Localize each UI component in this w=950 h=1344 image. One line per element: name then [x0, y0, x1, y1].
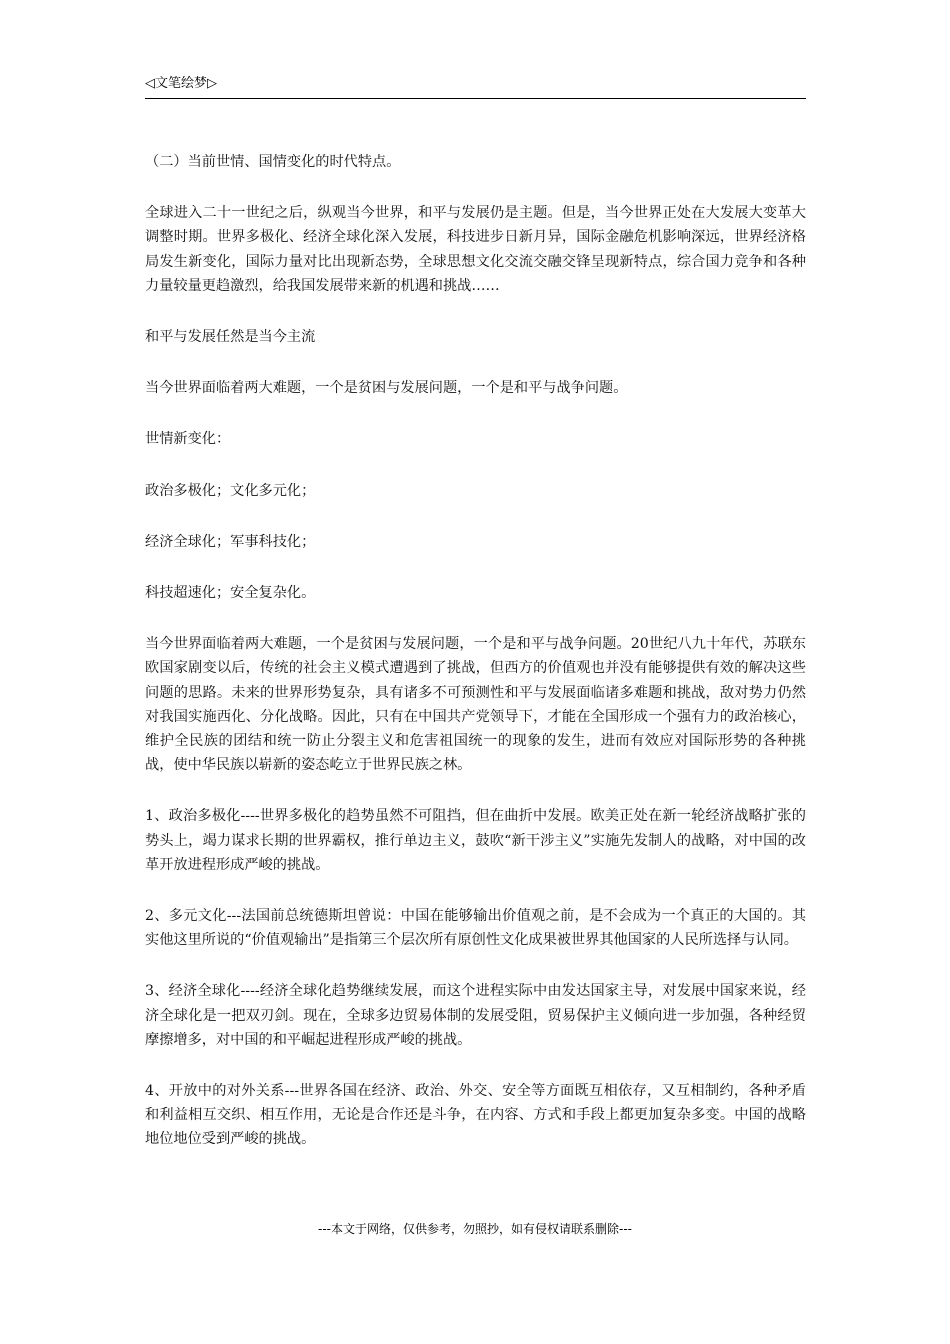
paragraph: 全球进入二十一世纪之后，纵观当今世界，和平与发展仍是主题。但是，当今世界正处在大发展大变革大调整时期。世界多极化、经济全球化深入发展，科技进步日新月异，国际金融危机影响深远，世界经济格局发生新变化，国际力量对比出现新态势，全球思想文化交流交融交锋呈现新特点，综合国力竞争和各种力量较量更趋激烈，给我国发展带来新的机遇和挑战……	[145, 205, 806, 294]
section-heading: （二）当前世情、国情变化的时代特点。	[145, 154, 401, 170]
paragraph: 科技超速化；安全复杂化。	[145, 585, 316, 602]
paragraph: 世情新变化：	[145, 431, 231, 448]
paragraph: 4、开放中的对外关系---世界各国在经济、政治、外交、安全等方面既互相依存，又互相制约，各种矛盾和利益相互交织、相互作用，无论是合作还是斗争，在内容、方式和手段上都更加复杂多变。中国的战略地位地位受到严峻的挑战。	[145, 1083, 806, 1148]
paragraph: 3、经济全球化----经济全球化趋势继续发展，而这个进程实际中由发达国家主导，对发展中国家来说，经济全球化是一把双刃剑。现在，全球多边贸易体制的发展受阻，贸易保护主义倾向进一步加强，各种经贸摩擦增多，对中国的和平崛起进程形成严峻的挑战。	[145, 983, 806, 1048]
paragraph: 2、多元文化---法国前总统德斯坦曾说：中国在能够输出价值观之前，是不会成为一个真正的大国的。其实他这里所说的“价值观输出”是指第三个层次所有原创性文化成果被世界其他国家的人民所选择与认同。	[145, 908, 806, 949]
paragraph: 当今世界面临着两大难题，一个是贫困与发展问题，一个是和平与战争问题。20世纪八九十年代，苏联东欧国家剧变以后，传统的社会主义模式遭遇到了挑战，但西方的价值观也并没有能够提供有效的解决这些问题的思路。未来的世界形势复杂，具有诸多不可预测性和平与发展面临诸多难题和挑战，敌对势力仍然对我国实施西化、分化战略。因此，只有在中国共产党领导下，才能在全国形成一个强有力的政治核心，维护全民族的团结和统一防止分裂主义和危害祖国统一的现象的发生，进而有效应对国际形势的各种挑战，使中华民族以崭新的姿态屹立于世界民族之林。	[145, 636, 806, 774]
page-header	[145, 76, 806, 99]
paragraph: 政治多极化；文化多元化；	[145, 482, 316, 499]
header-title: ◁文笔绘梦▷	[145, 76, 217, 91]
paragraph: 当今世界面临着两大难题，一个是贫困与发展问题，一个是和平与战争问题。	[145, 380, 628, 397]
paragraph: 和平与发展任然是当今主流	[145, 329, 316, 346]
paragraph: 经济全球化；军事科技化；	[145, 533, 316, 550]
paragraph: 1、政治多极化----世界多极化的趋势虽然不可阻挡，但在曲折中发展。欧美正处在新一轮经济战略扩张的势头上，竭力谋求长期的世界霸权，推行单边主义，鼓吹“新干涉主义”实施先发制人的战略，对中国的改革开放进程形成严峻的挑战。	[145, 808, 806, 873]
page-footer: ---本文于网络，仅供参考，勿照抄，如有侵权请联系删除---	[318, 1222, 632, 1236]
document-body	[145, 150, 806, 1179]
